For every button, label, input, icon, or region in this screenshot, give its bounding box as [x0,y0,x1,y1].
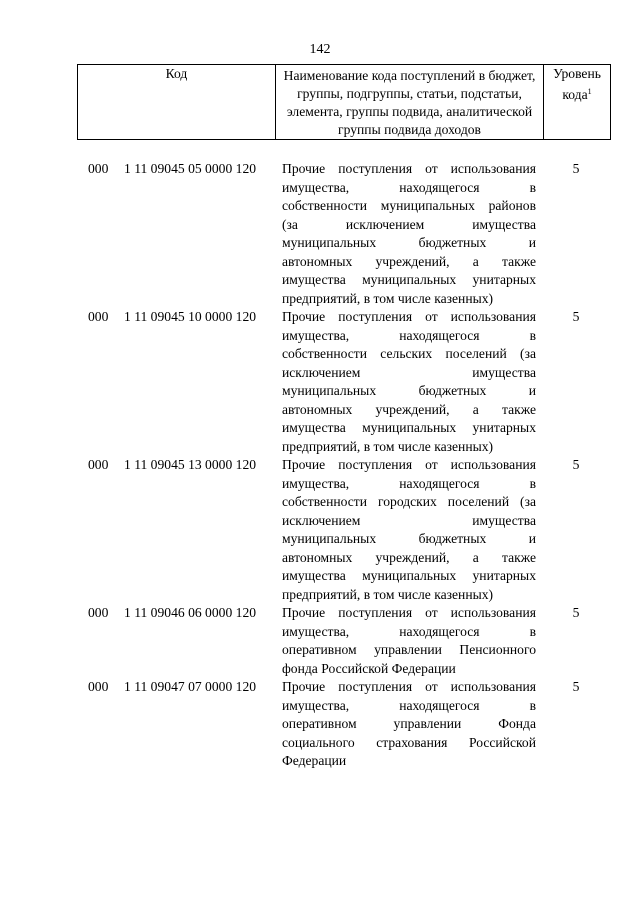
description-line: имущества, находящегося в [282,475,536,491]
admin-code: 000 [88,679,109,694]
table-body [0,160,640,771]
description-line: Прочие поступления от использования [282,679,536,694]
table-row [0,308,640,456]
footnote-marker: 1 [587,87,592,96]
description-line: имущества муниципальных унитарных [282,272,536,287]
description-line: Прочие поступления от использования [282,457,536,472]
description-line: автономных учреждений, а также [282,401,536,417]
description-line: исключением имущества [282,364,536,380]
table-row [0,456,640,604]
level-value: 5 [572,679,580,694]
description-line: имущества муниципальных унитарных [282,420,536,435]
level-value: 5 [572,605,580,620]
description-line: Прочие поступления от использования [282,309,536,324]
admin-code: 000 [88,457,109,472]
description-line: имущества муниципальных унитарных [282,568,536,583]
description-line: собственности сельских поселений (за [282,346,536,361]
level-value: 5 [572,161,580,176]
description-line: предприятий, в том числе казенных) [282,586,494,602]
description-line: (за исключением имущества [282,216,536,232]
page-number: 142 [309,42,331,57]
admin-code: 000 [88,161,109,176]
description-line: автономных учреждений, а также [282,549,536,565]
description-line: муниципальных бюджетных и [282,235,536,250]
description-line: собственности городских поселений (за [282,494,536,509]
description-line: исключением имущества [282,512,536,528]
header-level-tail: кода$^1$ [562,87,592,102]
income-description [282,678,536,771]
income-code: 1 11 09046 06 0000 120 [124,605,257,620]
description-line: оперативном управлении Пенсионного [282,642,536,657]
income-code: 1 11 09045 05 0000 120 [124,161,257,176]
header-level [544,65,611,140]
description-line: имущества, находящегося в [282,697,536,713]
table-row [0,160,640,308]
income-description [282,160,536,308]
level-value: 5 [572,457,580,472]
table-header [77,64,611,140]
description-line: автономных учреждений, а также [282,253,536,269]
header-level-label: Уровень [553,66,601,81]
level-value: 5 [572,309,580,324]
description-line: оперативном управлении Фонда [282,716,536,731]
income-code: 1 11 09047 07 0000 120 [124,679,257,694]
admin-code: 000 [88,605,109,620]
table-row [0,678,640,771]
income-description [282,456,536,604]
income-code: 1 11 09045 10 0000 120 [124,309,257,324]
description-line: предприятий, в том числе казенных) [282,290,494,306]
income-description [282,604,536,678]
description-line: муниципальных бюджетных и [282,383,536,398]
income-description [282,308,536,456]
description-line: Прочие поступления от использования [282,605,536,620]
description-line: муниципальных бюджетных и [282,531,536,546]
description-line: имущества, находящегося в [282,327,536,343]
description-line: имущества, находящегося в [282,179,536,195]
description-line: имущества, находящегося в [282,623,536,639]
description-line: собственности муниципальных районов [282,198,536,213]
description-line: социального страхования Российской [282,734,536,750]
description-line: Прочие поступления от использования [282,161,536,176]
admin-code: 000 [88,309,109,324]
header-name: Наименование кода поступлений в бюджет, группы, подгруппы, статьи, подстатьи, элемента, группы подвида, аналитической группы подвида доходов [276,65,544,140]
description-line: Федерации [282,753,347,768]
header-code: Код [78,65,276,140]
description-line: фонда Российской Федерации [282,660,456,676]
description-line: предприятий, в том числе казенных) [282,438,494,454]
income-code: 1 11 09045 13 0000 120 [124,457,257,472]
table-row [0,604,640,678]
